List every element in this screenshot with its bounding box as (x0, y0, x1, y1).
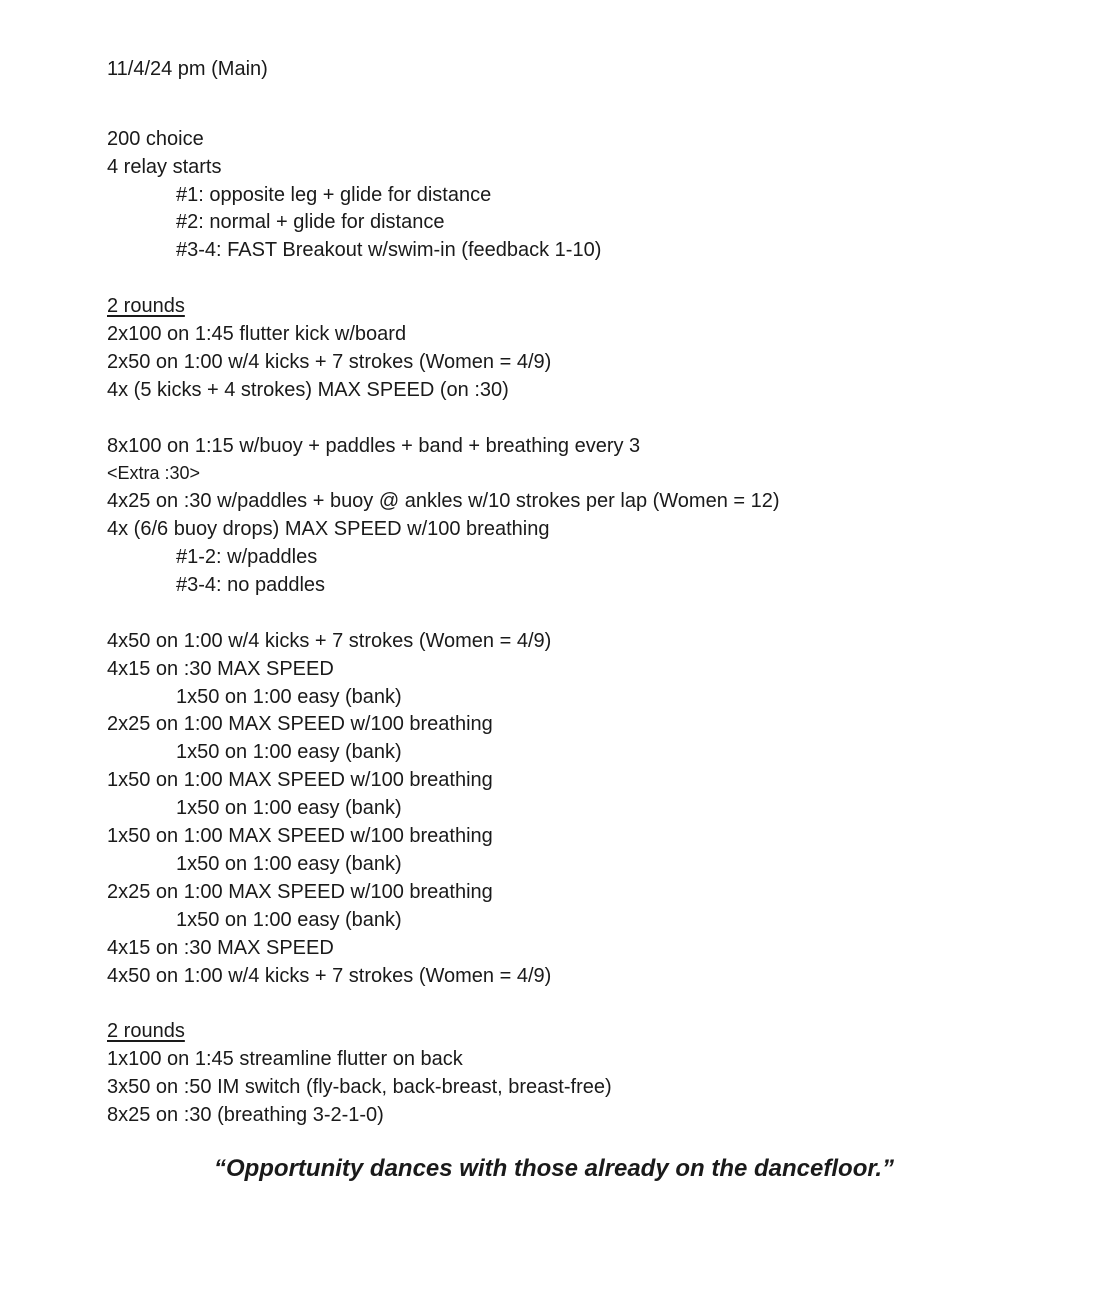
set-note: <Extra :30> (107, 463, 201, 484)
set-line: 2x25 on 1:00 MAX SPEED w/100 breathing (107, 880, 493, 903)
set-sub-item: #3-4: no paddles (176, 574, 326, 597)
spacer (107, 84, 1067, 112)
set-line: 2x100 on 1:45 flutter kick w/board (107, 323, 407, 346)
relay-item: #2: normal + glide for distance (176, 211, 445, 234)
set-heading: 2 rounds (107, 295, 185, 318)
set-line: 4x50 on 1:00 w/4 kicks + 7 strokes (Women = 4/9) (107, 964, 552, 987)
set-line: 8x100 on 1:15 w/buoy + paddles + band + breathing every 3 (107, 434, 641, 457)
spacer (107, 990, 1067, 1018)
workout-document (107, 56, 1067, 1130)
set-line: 8x25 on :30 (breathing 3-2-1-0) (107, 1103, 384, 1126)
relay-starts: 4 relay starts (107, 155, 222, 178)
set-line: 3x50 on :50 IM switch (fly-back, back-breast, breast-free) (107, 1076, 612, 1099)
spacer (107, 405, 1067, 433)
set-sub-item: 1x50 on 1:00 easy (bank) (176, 852, 402, 875)
set-sub-item: 1x50 on 1:00 easy (bank) (176, 741, 402, 764)
set-sub-item: #1-2: w/paddles (176, 546, 318, 569)
relay-item: #3-4: FAST Breakout w/swim-in (feedback 1-10) (176, 239, 602, 262)
set-sub-item: 1x50 on 1:00 easy (bank) (176, 685, 402, 708)
set-line: 4x (5 kicks + 4 strokes) MAX SPEED (on :30) (107, 378, 509, 401)
relay-item: #1: opposite leg + glide for distance (176, 183, 492, 206)
set-sub-item: 1x50 on 1:00 easy (bank) (176, 797, 402, 820)
set-line: 4x (6/6 buoy drops) MAX SPEED w/100 breathing (107, 518, 550, 541)
warmup-choice: 200 choice (107, 127, 204, 150)
spacer (107, 112, 1067, 126)
set-line: 2x25 on 1:00 MAX SPEED w/100 breathing (107, 713, 493, 736)
set-sub-item: 1x50 on 1:00 easy (bank) (176, 908, 402, 931)
set-line: 4x50 on 1:00 w/4 kicks + 7 strokes (Women = 4/9) (107, 629, 552, 652)
set-line: 4x15 on :30 MAX SPEED (107, 936, 334, 959)
set-line: 4x25 on :30 w/paddles + buoy @ ankles w/10 strokes per lap (Women = 12) (107, 490, 780, 513)
set-line: 2x50 on 1:00 w/4 kicks + 7 strokes (Women = 4/9) (107, 350, 552, 373)
set-line: 4x15 on :30 MAX SPEED (107, 657, 334, 680)
set-heading: 2 rounds (107, 1020, 185, 1043)
spacer (107, 600, 1067, 628)
spacer (107, 265, 1067, 293)
set-line: 1x50 on 1:00 MAX SPEED w/100 breathing (107, 769, 493, 792)
workout-date: 11/4/24 pm (Main) (107, 58, 268, 80)
set-line: 1x50 on 1:00 MAX SPEED w/100 breathing (107, 825, 493, 848)
set-line: 1x100 on 1:45 streamline flutter on back (107, 1048, 463, 1071)
motivational-quote: “Opportunity dances with those already on the dancefloor.” (213, 1155, 895, 1182)
